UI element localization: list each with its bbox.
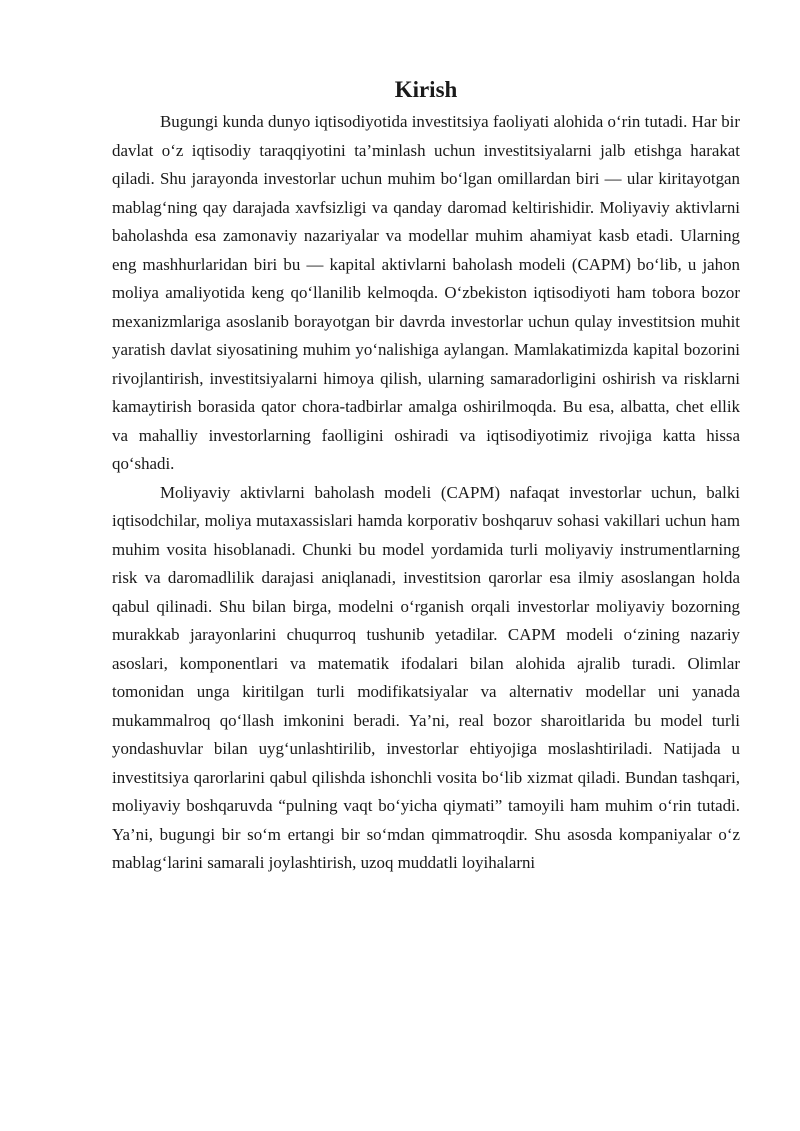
paragraph-capm: Moliyaviy aktivlarni baholash modeli (CAPM) nafaqat investorlar uchun, balki iqtisodchilar, moliya mutaxassislari hamda korporativ boshqaruv sohasi vakillari uchun ham muhim vosita hisoblanadi. Chunki bu model yordamida turli moliyaviy instrumentlarning risk va daromadlilik darajasi aniqlanadi, investitsion qarorlar esa ilmiy asoslangan holda qabul qilinadi. Shu bilan birga, modelni o‘rganish orqali investorlar moliyaviy bozorning murakkab jarayonlarini chuqurroq tushunib yetadilar. CAPM modeli o‘zining nazariy asoslari, komponentlari va matematik ifodalari bilan alohida ajralib turadi. Olimlar tomonidan unga kiritilgan turli modifikatsiyalar va alternativ modellar uni yanada mukammalroq qo‘llash imkonini beradi. Ya’ni, real bozor sharoitlarida bu model turli yondashuvlar bilan uyg‘unlashtirilib, investorlar ehtiyojiga moslashtiriladi. Natijada u investitsiya qarorlarini qabul qilishda ishonchli vosita bo‘lib xizmat qiladi. Bundan tashqari, moliyaviy boshqaruvda “pulning vaqt bo‘yicha qiymati” tamoyili ham muhim o‘rin tutadi. Ya’ni, bugungi bir so‘m ertangi bir so‘mdan qimmatroqdir. Shu asosda kompaniyalar o‘z mablag‘larini samarali joylashtirish, uzoq muddatli loyihalarni bbox=[112, 482, 740, 872]
paragraph-intro: Bugungi kunda dunyo iqtisodiyotida investitsiya faoliyati alohida o‘rin tutadi. Har bir davlat o‘z iqtisodiy taraqqiyotini ta’minlash uchun investitsiyalarni jalb etishga harakat qiladi. Shu jarayonda investorlar uchun muhim bo‘lgan omillardan biri — ular kiritayotgan mablag‘ning qay darajada xavfsizligi va qanday daromad keltirishidir. Moliyaviy aktivlarni baholashda esa zamonaviy nazariyalar va modellar muhim ahamiyat kasb etadi. Ularning eng mashhurlaridan biri bu — kapital aktivlarni baholash modeli (CAPM) bo‘lib, u jahon moliya amaliyotida keng qo‘llanilib kelmoqda. O‘zbekiston iqtisodiyoti ham tobora bozor mexanizmlariga asoslanib borayotgan bir davrda investorlar uchun qulay investitsion muhit yaratish davlat siyosatining muhim yo‘nalishiga aylangan. Mamlakatimizda kapital bozorini rivojlantirish, investitsiyalarni himoya qilish, ularning samaradorligini oshirish va risklarni kamaytirish borasida qator chora-tadbirlar amalga oshirilmoqda. Bu esa, albatta, chet ellik va mahalliy investorlarning faolligini oshiradi va iqtisodiyotimiz rivojiga katta hissa qo‘shadi. bbox=[112, 112, 740, 473]
document-page bbox=[112, 75, 740, 878]
document-title: Kirish bbox=[394, 77, 458, 102]
